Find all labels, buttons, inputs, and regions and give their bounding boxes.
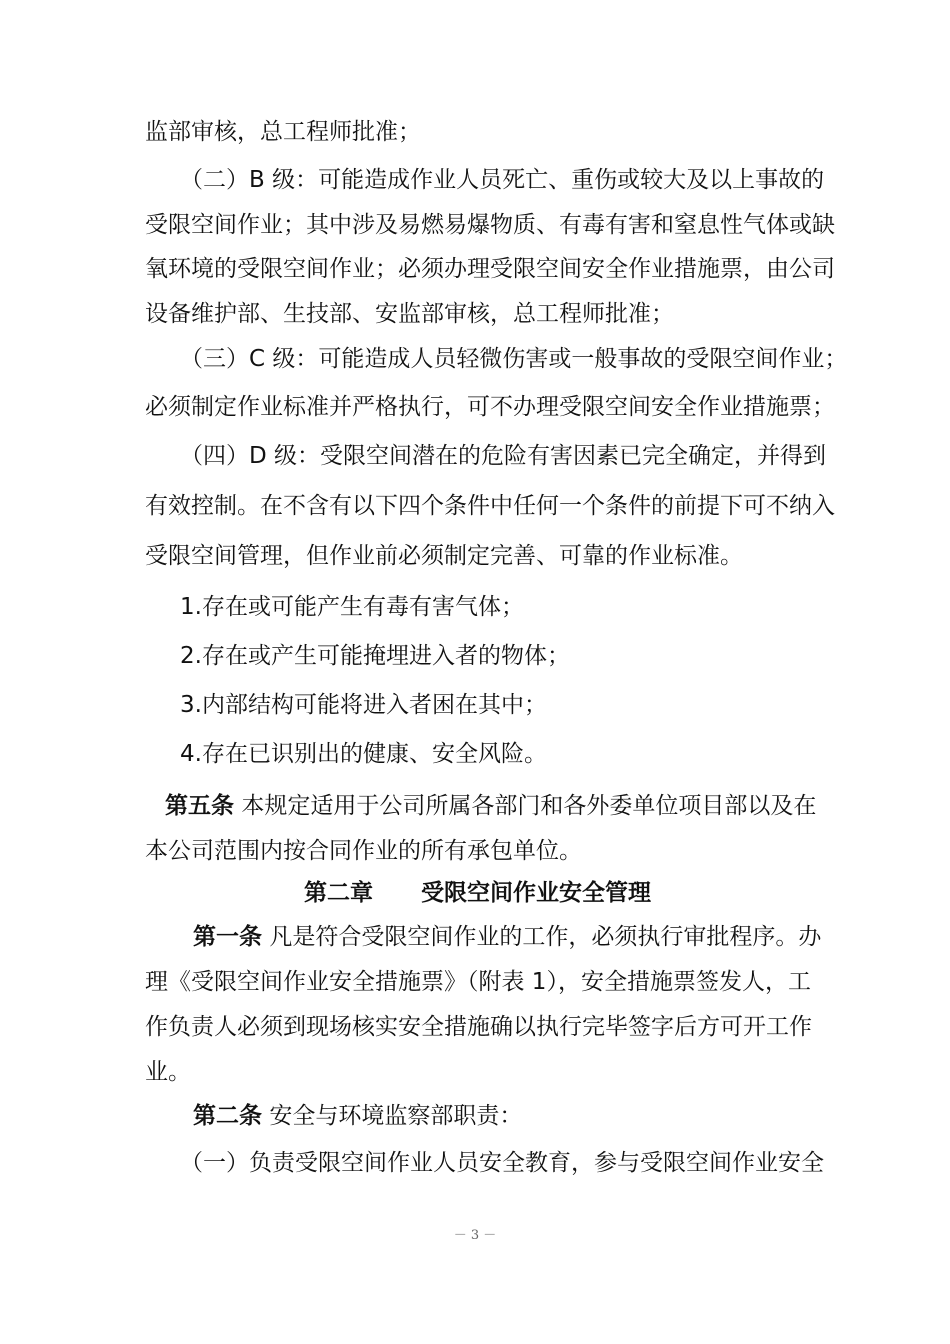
list-item: 2.存在或产生可能掩埋进入者的物体； [180,643,570,669]
text-line: 作负责人必须到现场核实安全措施确以执行完毕签字后方可开工作 [145,1014,812,1040]
text-line: 本公司范围内按合同作业的所有承包单位。 [145,838,582,864]
text-line: 业。 [145,1059,191,1085]
chapter-title: 第二章 受限空间作业安全管理 [303,880,652,906]
text-line: 受限空间管理，但作业前必须制定完善、可靠的作业标准。 [145,543,743,569]
text-line: 必须制定作业标准并严格执行，可不办理受限空间安全作业措施票； [145,394,835,420]
text-line: 氧环境的受限空间作业；必须办理受限空间安全作业措施票，由公司 [145,256,835,282]
text-line: （三）C 级：可能造成人员轻微伤害或一般事故的受限空间作业； [180,346,848,372]
page-number: － 3 － [453,1228,497,1243]
article-5-text: 本规定适用于公司所属各部门和各外委单位项目部以及在 [241,793,817,819]
text-line: 理《受限空间作业安全措施票》（附表 1），安全措施票签发人，工 [145,969,811,995]
list-item: 1.存在或可能产生有毒有害气体； [180,594,524,620]
article-5-label: 第五条 [165,793,234,819]
list-item: 4.存在已识别出的健康、安全风险。 [180,741,547,767]
article-1-first-line [193,922,822,952]
article-5-first-line [165,791,817,821]
text-line: 设备维护部、生技部、安监部审核，总工程师批准； [145,301,674,327]
article-1-text: 凡是符合受限空间作业的工作，必须执行审批程序。办 [269,924,822,950]
text-line: 受限空间作业；其中涉及易燃易爆物质、有毒有害和窒息性气体或缺 [145,212,835,238]
article-1-label: 第一条 [193,924,262,950]
text-line: 监部审核，总工程师批准； [145,119,421,145]
text-line: （一）负责受限空间作业人员安全教育，参与受限空间作业安全 [180,1150,824,1176]
article-2-text: 安全与环境监察部职责： [269,1103,523,1129]
text-line: 有效控制。在不含有以下四个条件中任何一个条件的前提下可不纳入 [145,493,835,519]
article-2-first-line [193,1101,810,1131]
list-item: 3.内部结构可能将进入者困在其中； [180,692,547,718]
article-2-label: 第二条 [193,1103,262,1129]
text-line: （四）D 级：受限空间潜在的危险有害因素已完全确定，并得到 [180,443,827,469]
text-line: （二）B 级：可能造成作业人员死亡、重伤或较大及以上事故的 [180,167,825,193]
